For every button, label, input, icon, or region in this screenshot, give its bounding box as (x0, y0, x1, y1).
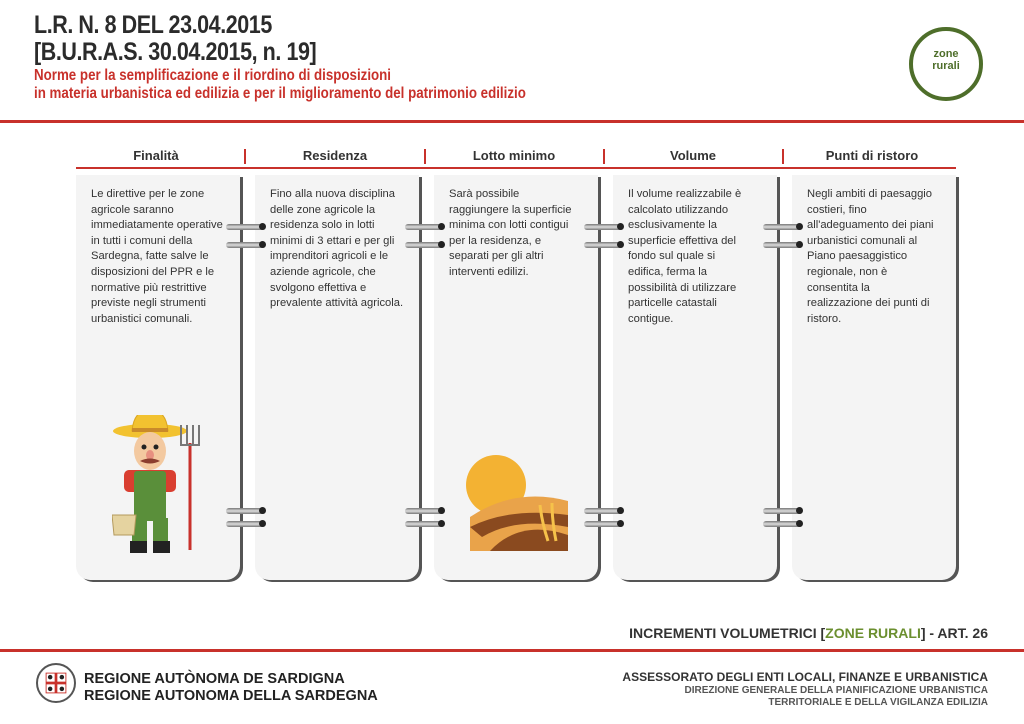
subtitle-line-1: Norme per la semplificazione e il riordino di disposizioni (34, 67, 392, 84)
heading-punti-di-ristoro: Punti di ristoro (825, 148, 919, 163)
badge-line-2: rurali (932, 60, 960, 72)
card-text: Il volume realizzabile è calcolato utilizzando esclusivamente la superficie effettiva del fondo sul quale si edifica, ferma la possibilità di utilizzare particelle catastali contigue. (628, 188, 742, 325)
office-department-line-2: TERRITORIALE E DELLA VIGILANZA EDILIZIA (768, 697, 988, 708)
region-name-sardinian: REGIONE AUTÒNOMA DE SARDIGNA (84, 671, 345, 687)
binder-hole (438, 241, 445, 248)
page-subtitle (34, 67, 526, 103)
heading-volume: Volume (670, 148, 716, 163)
region-crest-icon (36, 663, 76, 703)
page-title (34, 12, 316, 66)
heading-separator (244, 149, 246, 164)
zone-rurali-badge (909, 27, 983, 101)
binder-hole (617, 507, 624, 514)
binder-hole (438, 520, 445, 527)
footer-title-highlight: ZONE RURALI (825, 625, 921, 641)
binder-hole (617, 223, 624, 230)
title-line-1: L.R. N. 8 DEL 23.04.2015 (34, 11, 272, 39)
binder-hole (259, 520, 266, 527)
binder-hole (259, 241, 266, 248)
sun-field-illustration (460, 447, 570, 557)
header-divider (0, 120, 1024, 123)
binder-hole (617, 520, 624, 527)
badge-line-1: zone (933, 48, 959, 60)
binder-hole (796, 507, 803, 514)
card-lotto-minimo (434, 175, 598, 580)
office-department-line-1: DIREZIONE GENERALE DELLA PIANIFICAZIONE URBANISTICA (684, 685, 988, 696)
heading-separator (603, 149, 605, 164)
card-punti-di-ristoro (792, 175, 956, 580)
card-finalita (76, 175, 240, 580)
heading-residenza: Residenza (302, 148, 368, 163)
heading-finalita: Finalità (133, 148, 179, 163)
heading-separator (424, 149, 426, 164)
card-text: Fino alla nuova disciplina delle zone agricole la residenza solo in lotti minimi di 3 ettari e per gli imprenditori agricoli e le aziende agricole, che svolgono effettiva e prevalente attività agricola. (270, 188, 404, 310)
footer-title-suffix: ] - ART. 26 (920, 625, 988, 641)
binder-hole (259, 223, 266, 230)
binder-hole (796, 241, 803, 248)
footer-title-prefix: INCREMENTI VOLUMETRICI [ (629, 625, 826, 641)
binder-hole (438, 507, 445, 514)
card-text: Sarà possibile raggiungere la superficie minima con lotti contigui per la residenza, e separati per gli altri interventi edilizi. (449, 188, 572, 278)
section-footer-title (629, 625, 988, 641)
binder-hole (796, 223, 803, 230)
heading-lotto-minimo: Lotto minimo (472, 148, 556, 163)
card-residenza (255, 175, 419, 580)
office-department (684, 685, 988, 709)
card-text: Le direttive per le zone agricole saranno immediatamente operative in tutti i comuni della Sardegna, fatte salve le disposizioni del PPR e le normative più restrittive previste negli strumenti urbanistici comunali. (91, 188, 223, 325)
farmer-illustration (112, 415, 202, 555)
title-line-2: [B.U.R.A.S. 30.04.2015, n. 19] (34, 38, 317, 66)
binder-hole (796, 520, 803, 527)
card-text: Negli ambiti di paesaggio costieri, fino all'adeguamento dei piani urbanistici comunali al Piano paesaggistico regionale, non è consentita la realizzazione dei punti di ristoro. (807, 188, 934, 325)
footer-divider (0, 649, 1024, 652)
heading-separator (782, 149, 784, 164)
binder-hole (438, 223, 445, 230)
region-name-italian: REGIONE AUTONOMA DELLA SARDEGNA (84, 688, 378, 704)
card-volume (613, 175, 777, 580)
heading-underline (76, 167, 956, 169)
binder-hole (617, 241, 624, 248)
office-name: ASSESSORATO DEGLI ENTI LOCALI, FINANZE E URBANISTICA (622, 670, 988, 684)
binder-hole (259, 507, 266, 514)
subtitle-line-2: in materia urbanistica ed edilizia e per il miglioramento del patrimonio edilizio (34, 85, 526, 102)
region-name (84, 671, 378, 705)
